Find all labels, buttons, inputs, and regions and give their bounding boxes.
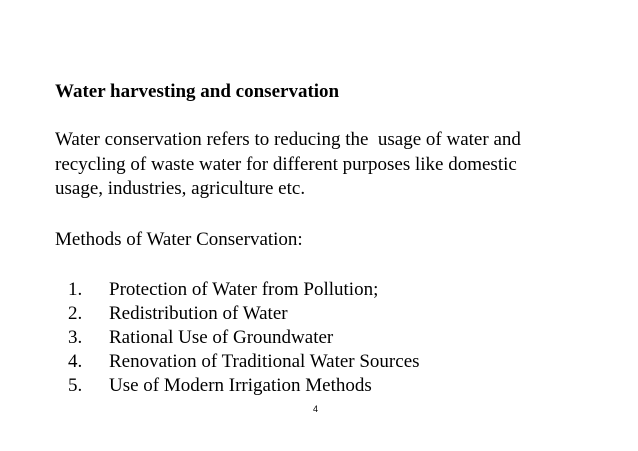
- list-item-number: 3.: [68, 327, 83, 348]
- paragraph-line: usage, industries, agriculture etc.: [55, 178, 306, 199]
- list-item-number: 4.: [68, 351, 83, 372]
- intro-paragraph: [55, 128, 625, 202]
- list-item-text: Use of Modern Irrigation Methods: [109, 375, 372, 396]
- list-item-number: 2.: [68, 303, 83, 324]
- list-item-text: Renovation of Traditional Water Sources: [109, 351, 420, 372]
- page-number: 4: [313, 404, 319, 414]
- methods-heading: Methods of Water Conservation:: [55, 229, 303, 250]
- list-item-text: Redistribution of Water: [109, 303, 288, 324]
- paragraph-line: Water conservation refers to reducing the usage of water and: [55, 129, 521, 150]
- list-item-text: Rational Use of Groundwater: [109, 327, 334, 348]
- list-item-number: 1.: [68, 279, 83, 300]
- list-item-number: 5.: [68, 375, 83, 396]
- list-item-text: Protection of Water from Pollution;: [109, 279, 379, 300]
- paragraph-line: recycling of waste water for different purposes like domestic: [55, 153, 517, 175]
- slide-title: Water harvesting and conservation: [55, 81, 340, 102]
